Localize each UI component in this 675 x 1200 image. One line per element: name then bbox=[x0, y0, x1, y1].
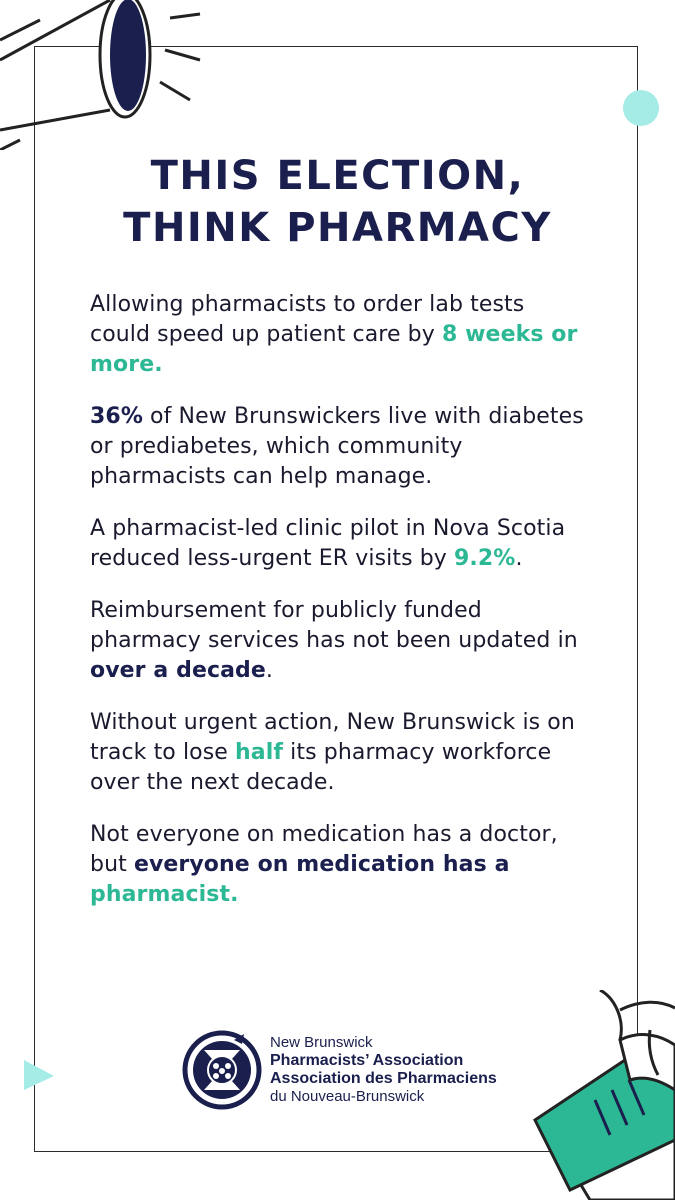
logo-text bbox=[270, 1034, 497, 1106]
fact-text: of New Brunswickers live with diabetes or prediabetes, which community pharmacists can help manage. bbox=[90, 404, 584, 489]
fact-clinic-pilot bbox=[90, 514, 590, 574]
logo-line-1: New Brunswick bbox=[270, 1034, 373, 1051]
fact-highlight: half bbox=[235, 740, 284, 765]
fact-text-end: . bbox=[515, 546, 523, 571]
megaphone-icon bbox=[0, 0, 220, 150]
logo-line-2: Pharmacists’ Association bbox=[270, 1052, 464, 1069]
association-logo bbox=[182, 1030, 497, 1110]
circle-decoration bbox=[622, 89, 660, 127]
logo-line-3: Association des Pharmaciens bbox=[270, 1070, 497, 1087]
title-line-1: THIS ELECTION, bbox=[150, 153, 525, 199]
fact-text: Reimbursement for publicly funded pharmacy services has not been updated in bbox=[90, 598, 578, 653]
fact-highlight: 36% bbox=[90, 404, 143, 429]
title-line-2: THINK PHARMACY bbox=[123, 205, 552, 251]
fact-workforce bbox=[90, 708, 590, 798]
fact-text: Allowing pharmacists to order lab tests could speed up patient care by bbox=[90, 292, 525, 347]
fact-highlight: over a decade bbox=[90, 658, 266, 683]
fact-highlight: 9.2% bbox=[454, 546, 516, 571]
fact-highlight: everyone on medication has a bbox=[133, 852, 510, 877]
logo-line-4: du Nouveau-Brunswick bbox=[270, 1088, 425, 1105]
fact-text: Without urgent action, New Brunswick is on track to lose bbox=[90, 710, 575, 765]
fact-diabetes bbox=[90, 402, 590, 492]
page-title bbox=[0, 150, 675, 254]
fact-reimbursement bbox=[90, 596, 590, 686]
triangle-decoration bbox=[20, 1058, 56, 1092]
fact-medication bbox=[90, 820, 590, 910]
fact-text: Not everyone on medication has a doctor, but bbox=[90, 822, 558, 877]
facts-list bbox=[90, 290, 590, 932]
fact-text-end: . bbox=[265, 658, 274, 683]
fact-text-end: its pharmacy workforce over the next decade. bbox=[90, 740, 552, 795]
fact-highlight: 8 weeks or more. bbox=[90, 322, 578, 377]
logo-emblem-icon bbox=[182, 1030, 262, 1110]
fact-text: A pharmacist-led clinic pilot in Nova Scotia reduced less-urgent ER visits by bbox=[90, 516, 566, 571]
fact-lab-tests bbox=[90, 290, 590, 380]
fact-highlight-2: pharmacist. bbox=[90, 882, 239, 907]
hand-holding-paper-icon bbox=[500, 990, 675, 1200]
